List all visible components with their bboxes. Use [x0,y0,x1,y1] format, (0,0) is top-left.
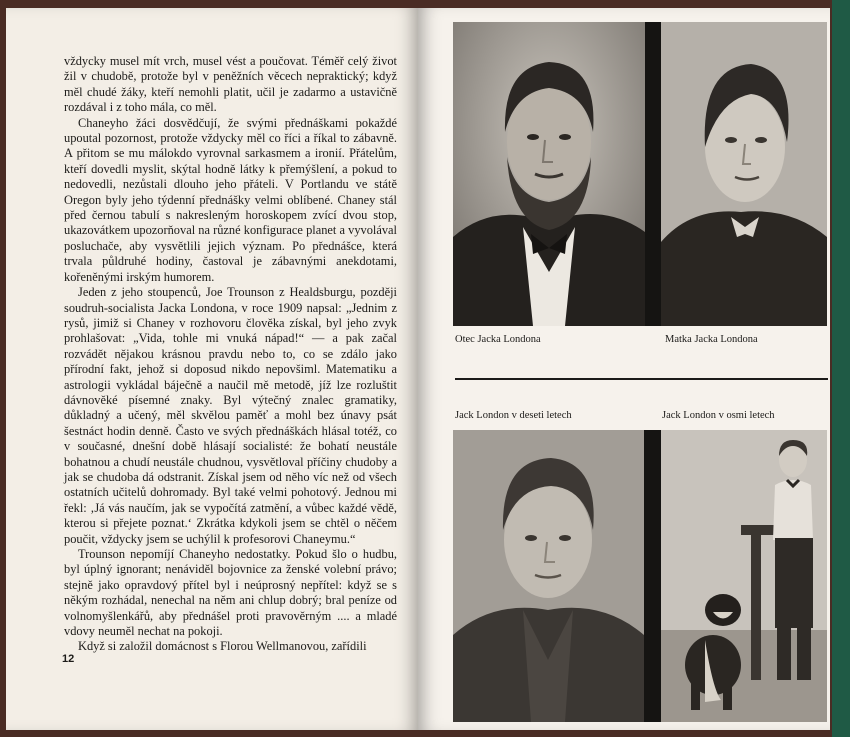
bookmark-edge [832,0,850,737]
photo-age-eight [661,430,827,722]
caption-age-eight: Jack London v osmi letech [662,410,775,421]
boy-with-dog-image [661,430,827,722]
section-divider [455,378,828,380]
paragraph: Jeden z jeho stoupenců, Joe Trounson z Healdsburgu, později soudruh-socialista Jacka Londona, v roce 1909 napsal: „Jednim z rysů, jimiž si Chaney v rozhovoru člověka získal, byl jeho zvyk prohlašovat: „Vida, tohle mi vnuká nápad!“ — a pak začal rozvádět nějakou krásnou pravdu nebo to, co se zdálo jako přírodní fakt, jehož si doposud nikdo nepovšiml. Matematiku a astrologii vykládal báječně a naučil mě metodě, jíž lze rozluštit dávnověké písemné znaky. Byl výtečný znalec gramatiky, důkladný a učený, měl skvělou paměť a mohl bez únavy psát šestnáct hodin denně. Často ve svých přednáškách hlásal totéž, co v současné, dnešní době hlásají socialisté: že bohatí neustále bohatnou a chudí neustále chudnou, vysvětloval příčiny chudoby a jak se chudoba dá odstranit. Získal jsem od něho víc než od všech ostatních učitelů dohromady. Byl také velmi pohotový. Jednou mi řekl: ‚Já vás naučím, jak se vypočítá zatmění, a vůbec každé vědě, kterou si přejete poznat.‘ Zkrátka kdykoli jsem se chtěl o něčem poučit, vždycky jsem se uchýlil k profesorovi Chaneymu.“ [64,285,397,546]
caption-mother: Matka Jacka Londona [665,334,758,345]
portrait-man-image [453,22,645,326]
paragraph: vždycky musel mít vrch, musel vést a poučovat. Téměř celý život žil v chudobě, protože byl v peněžních věcech nepraktický; když měl chudé žáky, kteří nemohli platit, učil je zadarmo a ustavičně rozdával i z toho mála, co měl. [64,54,397,115]
portrait-woman-image [661,22,827,326]
caption-age-ten: Jack London v deseti letech [455,410,572,421]
photo-gap [645,22,661,326]
caption-father: Otec Jacka Londona [455,334,541,345]
page-number: 12 [62,653,75,665]
photo-mother [661,22,827,326]
left-page [6,8,418,730]
paragraph: Když si založil domácnost s Florou Wellmanovou, zařídili [78,639,367,654]
portrait-boy-image [453,430,644,722]
photo-gap [644,430,661,722]
paragraph: Trounson nepomíjí Chaneyho nedostatky. Pokud šlo o hudbu, byl úplný ignorant; nenáviděl bojovnice za ženské volební právo; stejně jako opravdový přítel byl i neúprosný nepřítel: když se s někým rozhádal, nenechal na něm ani chlup dobrý; bral peníze od volnomyšlenkářů, aby přednášel proti pravověrným .... a mladé vdovy neuměl nechat na pokoji. [64,547,397,639]
photo-age-ten [453,430,644,722]
paragraph: Chaneyho žáci dosvědčují, že svými přednáškami pokaždé upoutal pozornost, protože vždycky měl co říci a říkal to zábavně. A přitom se mu málokdo vyrovnal sarkasmem a ironií. Přátelům, kteří dovedli myslit, skýtal hodně látky k přemýšlení, a pokud to nedovedli, nezůstali dlouho jeho přáteli. V Portlandu ve státě Oregon byly jeho týdenní přednášky velmi oblíbené. Chaney stál před černou tabulí s nakresleným horoskopem zvící dvou stop, ukazovátkem upozorňoval na různé konfigurace planet a vyvolával posluchače, aby vysvětlili jejich význam. Po přednášce, která trvala půldruhé hodiny, častoval je zábavnými anekdotami, kořeněnými irským humorem. [64,115,397,284]
photo-father [453,22,645,326]
body-text [64,54,397,655]
